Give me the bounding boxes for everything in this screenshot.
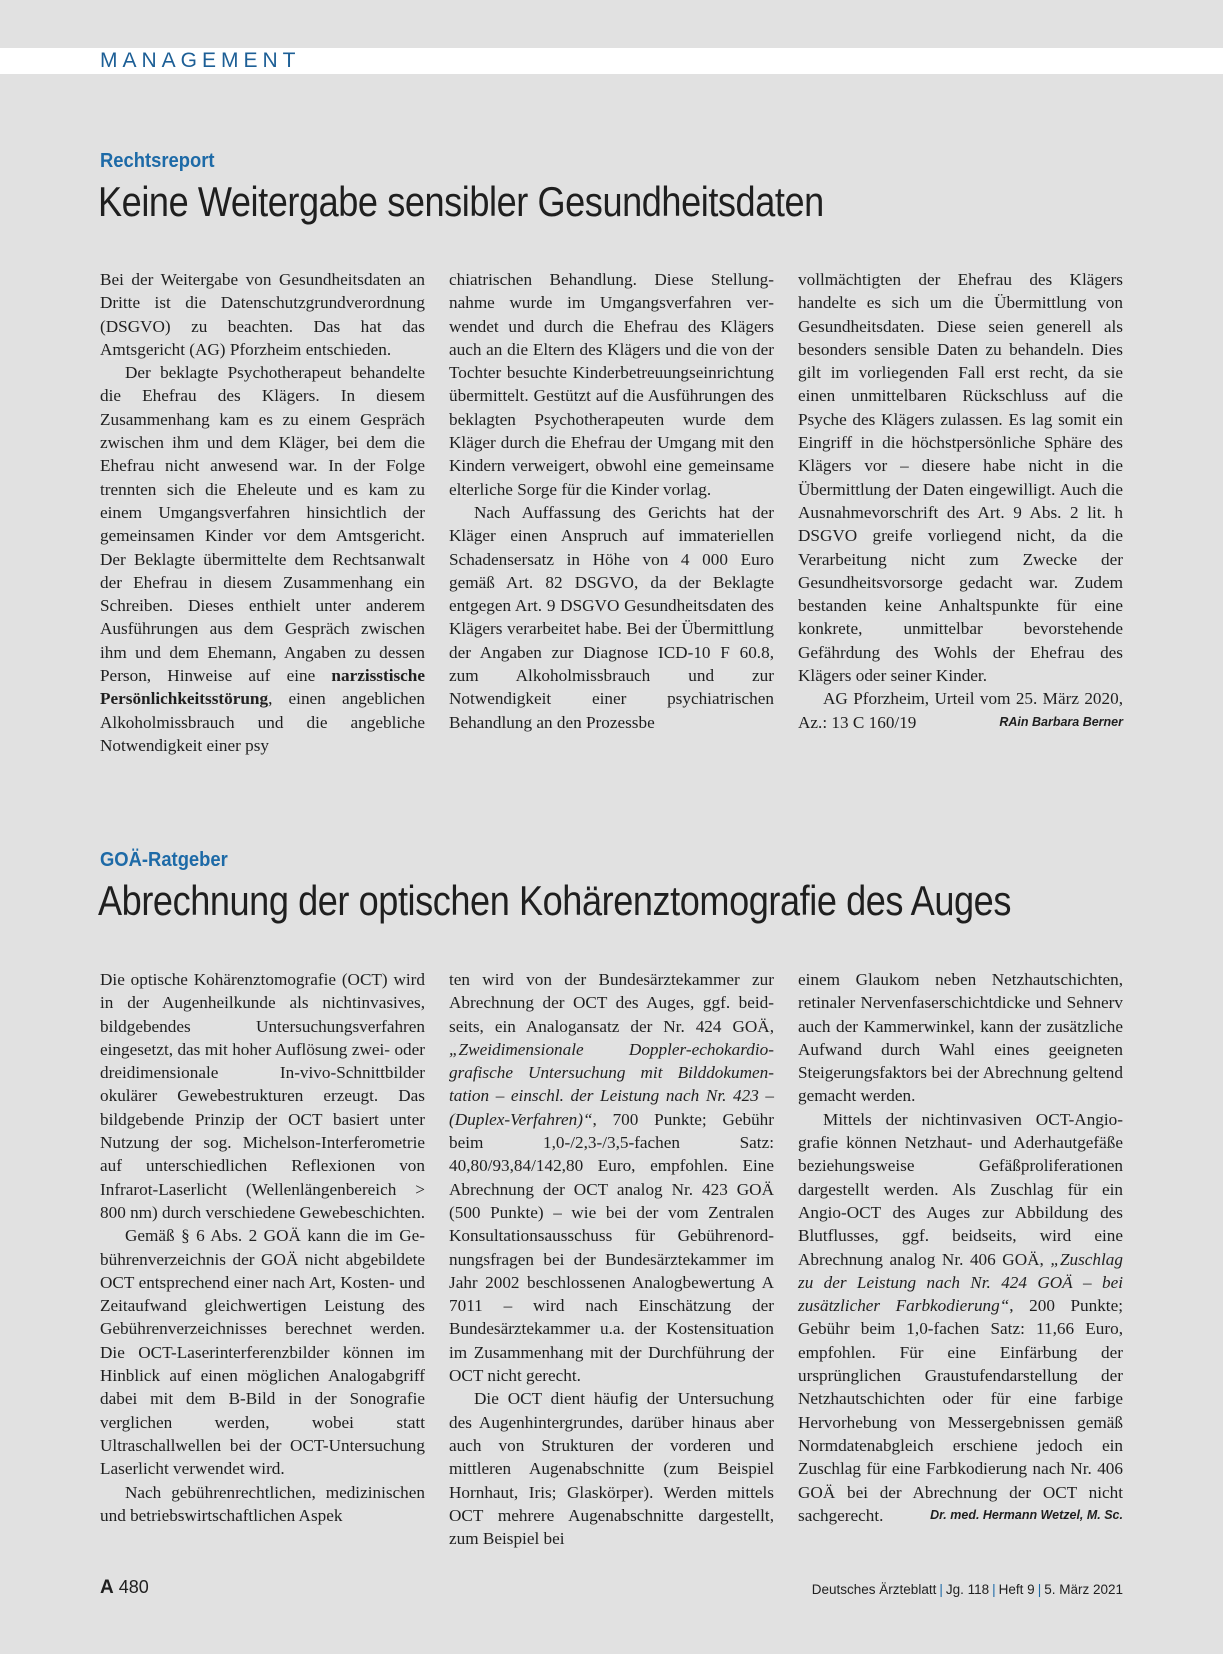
separator: | [992, 1582, 996, 1597]
paragraph: ten wird von der Bundesärztekammer zur Abrechnung der OCT des Auges, ggf. beidseits, ein Analogansatz der Nr. 424 GOÄ, „Zweidimensionale Doppler-echokardiografische Untersuchung mit Bilddokumentation – einschl. der Leistung nach Nr. 423 – (Duplex-Verfahren)“, 700 Punkte; Gebühr beim 1,0-/2,3-/3,5-fachen Satz: 40,80/93,84/142,80 Euro, empfohlen. Eine Abrechnung der OCT analog Nr. 423 GOÄ (500 Punkte) – wie bei der vom Zentralen Konsultationsausschuss für Gebührenordnungsfragen bei der Bundesärztekammer im Jahr 2002 beschlossenen Analogbewertung A 7011 – wird nach Einschätzung der Bundesärztekammer u.a. der Kostensituation im Zusammenhang mit der Durchführung der OCT nicht gerecht. [449, 970, 774, 1386]
article2-title: Abrechnung der optischen Kohärenztomografie des Auges [98, 877, 1011, 924]
top-margin [0, 0, 1223, 48]
paragraph: Die optische Kohärenztomografie (OCT) wird in der Augenheilkunde als nichtinvasives, bildgebendes Untersuchungsverfahren eingesetzt, das mit hoher Auflösung zwei- oder dreidimensionale In-vivo-Schnittbilder okulärer Gewebestrukturen erzeugt. Das bildgebende Prinzip der OCT basiert unter Nutzung der sog. Michelson-Interferometrie auf unterschiedlichen Reflexionen von Infrarot-Laserlicht (Wellenlängenbereich > 800 nm) durch verschiedene Gewebeschichten. [100, 970, 426, 1222]
page-number: A 480 [100, 1577, 149, 1598]
article2-column-3 [798, 968, 1123, 1527]
journal-name: Deutsches Ärzteblatt [811, 1582, 937, 1597]
article1-column-3 [798, 268, 1123, 734]
separator: | [939, 1582, 943, 1597]
page-letter: A [100, 1577, 114, 1598]
paragraph: Nach Auffassung des Gerichts hat der Kläger einen Anspruch auf immateriellen Schadensersatz in Höhe von 4 000 Euro gemäß Art. 82 DSGVO, da der Beklagte entgegen Art. 9 DSGVO Gesundheitsdaten des Klägers verarbeitet habe. Bei der Übermittlung der Angaben zur Diagnose ICD-10 F 60.8, zum Alkoholmissbrauch und zur Notwendigkeit einer psychiatrischen Behandlung an den Prozessbe [449, 502, 774, 732]
separator: | [1037, 1582, 1042, 1597]
article1-title: Keine Weitergabe sensibler Gesundheitsdaten [98, 178, 824, 225]
author-byline: Dr. med. Hermann Wetzel, M. Sc. [930, 1507, 1123, 1522]
article2-column-1 [100, 968, 425, 1527]
article1-kicker: Rechtsreport [100, 150, 215, 172]
publication-info [812, 1582, 1123, 1597]
paragraph: Mittels der nichtinvasiven OCT-Angiografie können Netzhaut- und Aderhautgefäße beziehungsweise Gefäßproliferationen dargestellt werden. Als Zuschlag für ein Angio-OCT des Auges zur Abbildung des Blutflusses, ggf. beidseits, wird eine Abrechnung analog Nr. 406 GOÄ, „Zuschlag zu der Leistung nach Nr. 424 GOÄ – bei zusätzlicher Farbkodierung“, 200 Punkte; Gebühr beim 1,0-fachen Satz: 11,66 Euro, empfohlen. Für eine Einfärbung der ursprünglichen Graustufendarstellung der Netzhautschichten oder für eine farbige Hervorhebung von Messergebnissen gemäß Normdatenabgleich erschiene jedoch ein Zuschlag für eine Farbkodierung nach Nr. 406 GOÄ bei der Abrechnung der OCT nicht sachgerecht. Dr. med. Hermann Wetzel, M. Sc. [798, 1109, 1123, 1525]
article1-column-2 [449, 268, 774, 734]
paragraph: chiatrischen Behandlung. Diese Stellungnahme wurde im Umgangsverfahren verwendet und durch die Ehefrau des Klägers auch an die Eltern des Klägers und die von der Tochter besuchte Kinderbetreuungseinrichtung übermittelt. Gestützt auf die Ausführungen des beklagten Psychotherapeuten wurde dem Kläger durch die Ehefrau der Umgang mit den Kindern verweigert, obwohl eine gemeinsame elterliche Sorge für die Kinder vorlag. [449, 270, 774, 499]
article2-kicker: GOÄ-Ratgeber [100, 849, 228, 871]
italic-quote: „Zweidimensionale Doppler-echokardiografische Untersuchung mit Bilddokumentation – einschl. der Leistung nach Nr. 423 – (Duplex-Verfahren)“ [449, 1039, 774, 1129]
issue-date: 5. März 2021 [1044, 1582, 1123, 1597]
paragraph: vollmächtigten der Ehefrau des Klägers handelte es sich um die Übermittlung von Gesundheitsdaten. Diese seien generell als besonders sensible Daten zu behandeln. Dies gilt im vorliegenden Fall erst recht, da sie einen unmittelbaren Rückschluss auf die Psyche des Klägers zulassen. Es lag somit ein Eingriff in die höchstpersönliche Sphäre des Klägers vor – diesere habe nicht in die Übermittlung der Daten eingewilligt. Auch die Ausnahmevorschrift des Art. 9 Abs. 2 lit. h DSGVO greife vorliegend nicht, da die Verarbeitung nicht zum Zwecke der Gesundheitsvorsorge gedacht war. Zudem bestanden keine Anhaltspunkte für eine konkrete, unmittelbar bevorstehende Gefährdung des Wohls der Ehefrau des Klägers oder seiner Kinder. [798, 270, 1123, 686]
paragraph: Bei der Weitergabe von Gesundheitsdaten an Dritte ist die Datenschutzgrundverordnung (DSGVO) zu beachten. Das hat das Amtsgericht (AG) Pforzheim entschieden. [100, 270, 425, 359]
paragraph: einem Glaukom neben Netzhautschichten, retinaler Nervenfaserschichtdicke und Sehnerv auch der Kammerwinkel, kann der zusätzliche Aufwand durch Wahl eines geeigneten Steigerungsfaktors bei der Abrechnung geltend gemacht werden. [798, 970, 1123, 1106]
article1-column-1 [100, 268, 425, 757]
paragraph: AG Pforzheim, Urteil vom 25. März 2020, Az.: 13 C 160/19 RAin Barbara Berner [798, 689, 1123, 732]
paragraph: Nach gebührenrechtlichen, medizinischen und betriebswirtschaftlichen Aspek [100, 1482, 425, 1525]
bold-term: narzisstische Persönlichkeitsstörung [100, 666, 425, 709]
paragraph: Der beklagte Psychotherapeut behandelte die Ehefrau des Klägers. In diesem Zusammenhang kam es zu einem Gespräch zwischen ihm und dem Kläger, bei dem die Ehefrau nicht anwesend war. In der Folge trennten sich die Eheleute und es kam zu einem Umgangsverfahren hinsichtlich der gemeinsamen Kinder vor dem Amtsgericht. Der Beklagte übermittelte dem Rechtsanwalt der Ehefrau in diesem Zusammenhang ein Schreiben. Dieses enthielt unter anderem Ausführungen aus dem Gespräch zwischen ihm und dem Ehemann, Angaben zu dessen Person, Hinweise auf eine narzisstische Persönlichkeitsstörung, einen angeblichen Alkoholmissbrauch und die angebliche Notwendigkeit einer psy [100, 363, 425, 755]
section-label: MANAGEMENT [100, 49, 301, 72]
paragraph: Gemäß § 6 Abs. 2 GOÄ kann die im Gebührenverzeichnis der GOÄ nicht abgebildete OCT entsprechend einer nach Art, Kosten- und Zeitaufwand gleichwertigen Leistung des Gebührenverzeichnisses berechnet werden. Die OCT-Laserinterferenzbilder können im Hinblick auf einen möglichen Analogabgriff dabei mit dem B-Bild in der Sonografie verglichen werden, wobei statt Ultraschallwellen bei der OCT-Untersuchung Laserlicht verwendet wird. [100, 1226, 425, 1479]
volume: Jg. 118 [945, 1582, 990, 1597]
italic-quote: „Zuschlag zu der Leistung nach Nr. 424 GOÄ – bei zusätzlicher Farbkodierung“ [798, 1249, 1123, 1316]
article2-column-2 [449, 968, 774, 1550]
paragraph: Die OCT dient häufig der Untersuchung des Augenhintergrundes, darüber hinaus aber auch von Strukturen der vorderen und mittleren Augenabschnitte (zum Beispiel Hornhaut, Iris; Glaskörper). Werden mittels OCT mehrere Augenabschnitte dargestellt, zum Beispiel bei [449, 1389, 774, 1549]
author-byline: RAin Barbara Berner [999, 714, 1123, 729]
issue: Heft 9 [998, 1582, 1035, 1597]
